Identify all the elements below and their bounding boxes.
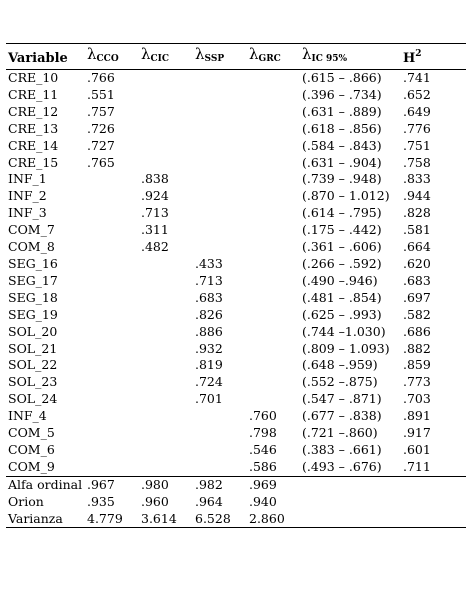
cell-ssp: .932 [195,340,223,356]
header-h2 [401,44,466,70]
cell-grc [247,188,300,205]
cell-cic [139,256,193,273]
cell-grc [247,391,300,408]
cell-ic: (.677 – .838) [302,408,382,424]
cell-h2: .751 [403,137,431,153]
cell-grc [247,121,300,138]
footer-cell-grc: .940 [249,493,277,509]
header-cic-sub: CIC [150,54,170,65]
cell-var: COM_7 [8,222,55,238]
table-row [6,341,466,358]
cell-h2: .664 [403,239,431,255]
cell-h2: .833 [403,171,431,187]
table-footer [6,476,466,528]
cell-var: SEG_16 [8,255,58,271]
cell-var: COM_5 [8,425,55,441]
header-variable: Variable [8,51,68,67]
cell-h2: .944 [403,188,431,204]
table-row [6,138,466,155]
cell-h2: .891 [403,408,431,424]
cell-cco: .727 [87,137,115,153]
footer-cell-cic: .980 [141,476,169,492]
cell-cco: .551 [87,86,115,102]
cell-cco [85,459,139,476]
footer-cell-cco: .967 [87,476,115,492]
table-row [6,442,466,459]
cell-var: INF_2 [8,188,47,204]
footer-row [6,511,466,528]
cell-cco [85,374,139,391]
table-row [6,104,466,121]
cell-ic: (.396 – .734) [302,86,382,102]
cell-ssp: .819 [195,357,223,373]
cell-ssp [193,121,247,138]
header-lambda-grc [247,44,300,70]
loadings-table-document [6,43,466,528]
cell-cco [85,222,139,239]
cell-ssp [193,222,247,239]
footer-cell-grc: .969 [249,476,277,492]
cell-ssp [193,171,247,188]
table-row [6,324,466,341]
cell-var: INF_4 [8,408,47,424]
cell-h2: .828 [403,205,431,221]
cell-var: SOL_20 [8,323,58,339]
table-row [6,408,466,425]
cell-grc [247,341,300,358]
header-h: H [403,51,416,67]
cell-grc [247,138,300,155]
cell-h2: .776 [403,120,431,136]
cell-ssp: .724 [195,374,223,390]
cell-grc: .586 [249,458,277,474]
header-lambda-cic [139,44,193,70]
cell-ssp: .683 [195,289,223,305]
cell-cco [85,408,139,425]
cell-ic: (.552 –.875) [302,374,378,390]
table-row [6,188,466,205]
cell-cic: .482 [141,239,169,255]
cell-var: CRE_12 [8,103,59,119]
footer-row [6,494,466,511]
footer-cell-h2-empty [401,494,466,511]
cell-cco [85,442,139,459]
cell-ic: (.744 –1.030) [302,323,386,339]
cell-ic: (.631 – .904) [302,154,382,170]
footer-cell-ssp: .964 [195,493,223,509]
cell-grc [247,104,300,121]
cell-var: COM_9 [8,458,55,474]
cell-cco [85,341,139,358]
cell-ic: (.383 – .661) [302,441,382,457]
table-row [6,459,466,476]
footer-cell-label: Alfa ordinal [8,476,83,492]
cell-cco [85,239,139,256]
cell-grc [247,222,300,239]
cell-h2: .882 [403,340,431,356]
cell-var: SOL_23 [8,374,58,390]
cell-var: SEG_17 [8,272,58,288]
cell-ssp: .886 [195,323,223,339]
cell-ic: (.266 – .592) [302,255,382,271]
cell-cic [139,121,193,138]
table-row [6,374,466,391]
cell-ic: (.618 – .856) [302,120,382,136]
table-header [6,44,466,70]
cell-grc [247,239,300,256]
cell-ic: (.175 – .442) [302,222,382,238]
cell-cic [139,425,193,442]
cell-ic: (.631 – .889) [302,103,382,119]
table-row [6,205,466,222]
table-row [6,256,466,273]
cell-grc [247,273,300,290]
table-row [6,391,466,408]
cell-cco: .765 [87,154,115,170]
cell-ic: (.490 –.946) [302,272,378,288]
cell-grc [247,171,300,188]
header-ic-sub: IC 95% [311,54,348,65]
header-lambda-ssp [193,44,247,70]
header-ssp-sub: SSP [204,54,225,65]
cell-ic: (.625 – .993) [302,306,382,322]
table-row [6,357,466,374]
cell-ic: (.584 – .843) [302,137,382,153]
cell-cco [85,324,139,341]
table-row [6,273,466,290]
cell-var: CRE_14 [8,137,59,153]
cell-ssp [193,87,247,104]
cell-cco: .766 [87,70,115,85]
cell-h2: .917 [403,425,431,441]
cell-grc [247,70,300,87]
cell-var: SEG_18 [8,289,58,305]
cell-cco [85,205,139,222]
cell-ic: (.615 – .866) [302,70,382,85]
footer-cell-cco: 4.779 [87,510,123,526]
header-lambda-ic [300,44,401,70]
table-row [6,222,466,239]
cell-h2: .649 [403,103,431,119]
cell-cic [139,155,193,172]
footer-cell-h2-empty [401,511,466,528]
cell-var: SOL_22 [8,357,58,373]
lambda-symbol: λ [302,45,312,64]
cell-cco: .757 [87,103,115,119]
footer-row [6,476,466,493]
cell-ssp [193,155,247,172]
cell-ssp [193,239,247,256]
cell-h2: .683 [403,272,431,288]
cell-grc: .798 [249,425,277,441]
cell-cco [85,357,139,374]
cell-cic [139,70,193,87]
cell-grc [247,256,300,273]
cell-cco [85,171,139,188]
cell-var: INF_3 [8,205,47,221]
cell-ssp: .701 [195,391,223,407]
cell-ssp [193,425,247,442]
header-cco-sub: CCO [96,54,119,65]
footer-cell-grc: 2.860 [249,510,285,526]
cell-cco [85,307,139,324]
cell-grc [247,357,300,374]
footer-cell-cco: .935 [87,493,115,509]
cell-cic: .311 [141,222,169,238]
footer-cell-ssp: 6.528 [195,510,231,526]
cell-cic [139,324,193,341]
cell-var: CRE_11 [8,86,59,102]
cell-h2: .686 [403,323,431,339]
cell-cic: .838 [141,171,169,187]
cell-h2: .652 [403,86,431,102]
cell-ic: (.809 – 1.093) [302,340,390,356]
cell-ic: (.739 – .948) [302,171,382,187]
cell-cic [139,104,193,121]
cell-h2: .773 [403,374,431,390]
table-row [6,70,466,87]
cell-ic: (.721 –.860) [302,425,378,441]
cell-h2: .741 [403,70,431,85]
cell-cco [85,188,139,205]
table-row [6,239,466,256]
table-body [6,70,466,477]
table-row [6,121,466,138]
footer-cell-ic-empty [300,476,401,493]
cell-ic: (.493 – .676) [302,458,382,474]
table-row [6,87,466,104]
cell-var: COM_8 [8,239,55,255]
cell-ic: (.547 – .871) [302,391,382,407]
cell-h2: .711 [403,458,431,474]
cell-cco [85,290,139,307]
cell-var: CRE_15 [8,154,59,170]
footer-cell-label: Orion [8,493,44,509]
cell-cco: .726 [87,120,115,136]
cell-cco [85,273,139,290]
table-row [6,171,466,188]
cell-var: SOL_21 [8,340,58,356]
cell-ssp [193,188,247,205]
footer-cell-cic: .960 [141,493,169,509]
cell-ssp [193,408,247,425]
cell-grc [247,87,300,104]
cell-var: INF_1 [8,171,47,187]
table-row [6,425,466,442]
cell-h2: .582 [403,306,431,322]
footer-cell-ic-empty [300,511,401,528]
cell-ssp [193,138,247,155]
lambda-symbol: λ [195,45,205,64]
header-h-sup: 2 [415,49,422,60]
cell-grc: .546 [249,441,277,457]
cell-ssp: .826 [195,306,223,322]
cell-cic [139,408,193,425]
table-row [6,307,466,324]
cell-h2: .703 [403,391,431,407]
cell-grc [247,290,300,307]
cell-var: CRE_10 [8,70,59,85]
cell-var: SEG_19 [8,306,58,322]
cell-h2: .697 [403,289,431,305]
cell-cic [139,290,193,307]
cell-grc [247,307,300,324]
cell-h2: .601 [403,441,431,457]
cell-cic: .924 [141,188,169,204]
cell-ssp [193,104,247,121]
cell-ssp [193,459,247,476]
factor-loadings-table [6,43,466,528]
cell-ic: (.361 – .606) [302,239,382,255]
cell-ssp: .433 [195,255,223,271]
footer-cell-label: Varianza [8,510,63,526]
table-row [6,290,466,307]
footer-cell-ssp: .982 [195,476,223,492]
lambda-symbol: λ [141,45,151,64]
footer-cell-cic: 3.614 [141,510,177,526]
cell-grc [247,155,300,172]
header-grc-sub: GRC [258,54,281,65]
cell-cic [139,442,193,459]
cell-cco [85,391,139,408]
cell-cic [139,87,193,104]
table-row [6,155,466,172]
cell-ic: (.481 – .854) [302,289,382,305]
cell-ic: (.870 – 1.012) [302,188,390,204]
cell-cic [139,273,193,290]
cell-grc [247,374,300,391]
cell-cic [139,391,193,408]
cell-h2: .620 [403,255,431,271]
cell-cic [139,357,193,374]
cell-var: COM_6 [8,441,55,457]
cell-h2: .859 [403,357,431,373]
cell-ic: (.614 – .795) [302,205,382,221]
cell-cic [139,341,193,358]
cell-ssp [193,205,247,222]
cell-cic: .713 [141,205,169,221]
cell-grc [247,324,300,341]
cell-cic [139,138,193,155]
footer-cell-ic-empty [300,494,401,511]
cell-ssp: .713 [195,272,223,288]
cell-cic [139,307,193,324]
cell-cco [85,425,139,442]
cell-ic: (.648 –.959) [302,357,378,373]
cell-ssp [193,70,247,87]
cell-grc [247,205,300,222]
cell-cic [139,374,193,391]
cell-h2: .758 [403,154,431,170]
cell-var: SOL_24 [8,391,58,407]
lambda-symbol: λ [87,45,97,64]
footer-cell-h2-empty [401,476,466,493]
cell-h2: .581 [403,222,431,238]
cell-var: CRE_13 [8,120,59,136]
cell-cco [85,256,139,273]
header-lambda-cco [85,44,139,70]
lambda-symbol: λ [249,45,259,64]
cell-grc: .760 [249,408,277,424]
cell-ssp [193,442,247,459]
cell-cic [139,459,193,476]
